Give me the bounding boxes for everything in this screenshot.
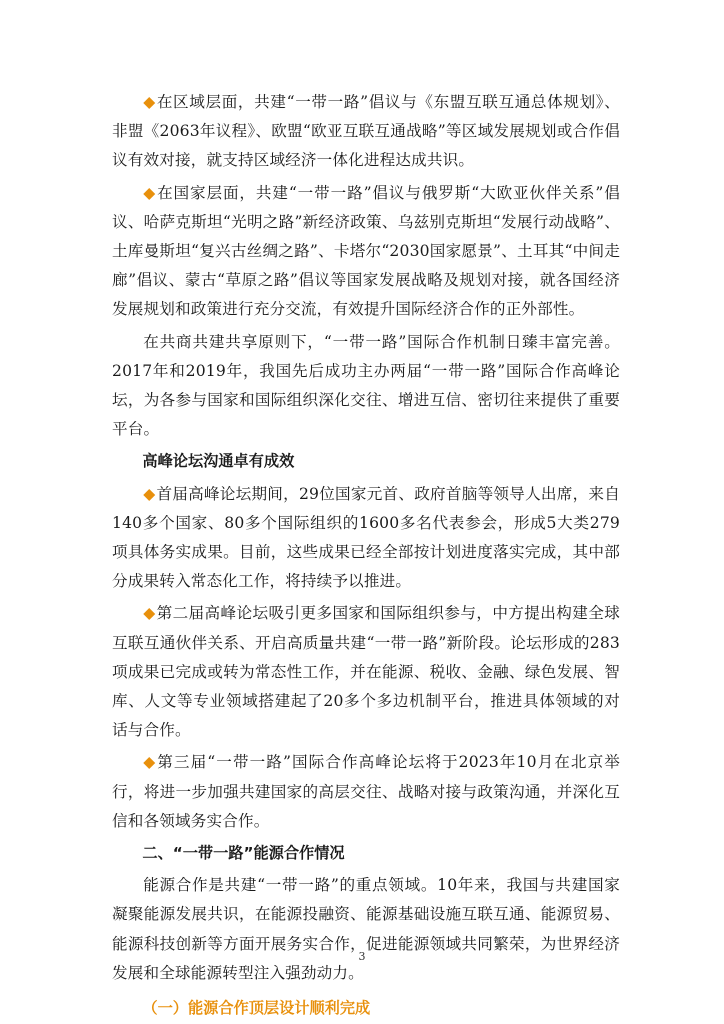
diamond-bullet-icon: ◆ <box>143 753 157 772</box>
paragraph-second-forum <box>112 599 620 745</box>
diamond-bullet-icon: ◆ <box>143 604 156 623</box>
paragraph-text: 第二届高峰论坛吸引更多国家和国际组织参与，中方提出构建全球互联互通伙伴关系、开启高质量共建“一带一路”新阶段。论坛形成的283项成果已完成或转为常态性工作，并在能源、税收、金融、绿色发展、智库、人文等专业领域搭建起了20多个多边机制平台，推进具体领域的对话与合作。 <box>112 604 620 740</box>
section-heading-forum: 高峰论坛沟通卓有成效 <box>142 452 295 471</box>
paragraph-national-level <box>112 179 620 325</box>
diamond-bullet-icon: ◆ <box>143 484 156 503</box>
subsection-heading-top-level-design: （一）能源合作顶层设计顺利完成 <box>142 999 371 1018</box>
paragraph-third-forum <box>112 748 620 836</box>
diamond-bullet-icon: ◆ <box>143 93 156 111</box>
paragraph-first-forum <box>112 480 620 597</box>
diamond-bullet-icon: ◆ <box>143 183 157 202</box>
chapter-heading-energy: 二、“一带一路”能源合作情况 <box>142 844 345 863</box>
paragraph-text: 在国家层面，共建“一带一路”倡议与俄罗斯“大欧亚伙伴关系”倡议、哈萨克斯坦“光明之路”新经济政策、乌兹别克斯坦“发展行动战略”、土库曼斯坦“复兴古丝绸之路”、卡塔尔“2030国家愿景”、土耳其“中间走廊”倡议、蒙古“草原之路”倡议等国家发展战略及规划对接，就各国经济发展规划和政策进行充分交流，有效提升国际经济合作的正外部性。 <box>112 183 620 319</box>
paragraph-text: 在区域层面，共建“一带一路”倡议与《东盟互联互通总体规划》、非盟《2063年议程》、欧盟“欧亚互联互通战略”等区域发展规划或合作倡议有效对接，就支持区域经济一体化进程达成共识。 <box>112 93 620 170</box>
paragraph-energy-cooperation: 能源合作是共建“一带一路”的重点领域。10年来，我国与共建国家凝聚能源发展共识，在能源投融资、能源基础设施互联互通、能源贸易、能源科技创新等方面开展务实合作，促进能源领域共同繁荣，为世界经济发展和全球能源转型注入强劲动力。 <box>112 876 620 982</box>
paragraph-regional-level <box>112 88 620 176</box>
paragraph-text: 第三届“一带一路”国际合作高峰论坛将于2023年10月在北京举行，将进一步加强共建国家的高层交往、战略对接与政策沟通，并深化互信和各领域务实合作。 <box>112 753 620 830</box>
paragraph-cooperation-mechanism: 在共商共建共享原则下，“一带一路”国际合作机制日臻丰富完善。2017年和2019年，我国先后成功主办两届“一带一路”国际合作高峰论坛，为各参与国家和国际组织深化交往、增进互信、密切往来提供了重要平台。 <box>112 332 620 439</box>
page-number: 3 <box>358 950 366 963</box>
paragraph-text: 首届高峰论坛期间，29位国家元首、政府首脑等领导人出席，来自140多个国家、80多个国际组织的1600多名代表参会，形成5大类279项具体务实成果。目前，这些成果已经全部按计划进度落实完成，其中部分成果转入常态化工作，将持续予以推进。 <box>112 484 621 591</box>
